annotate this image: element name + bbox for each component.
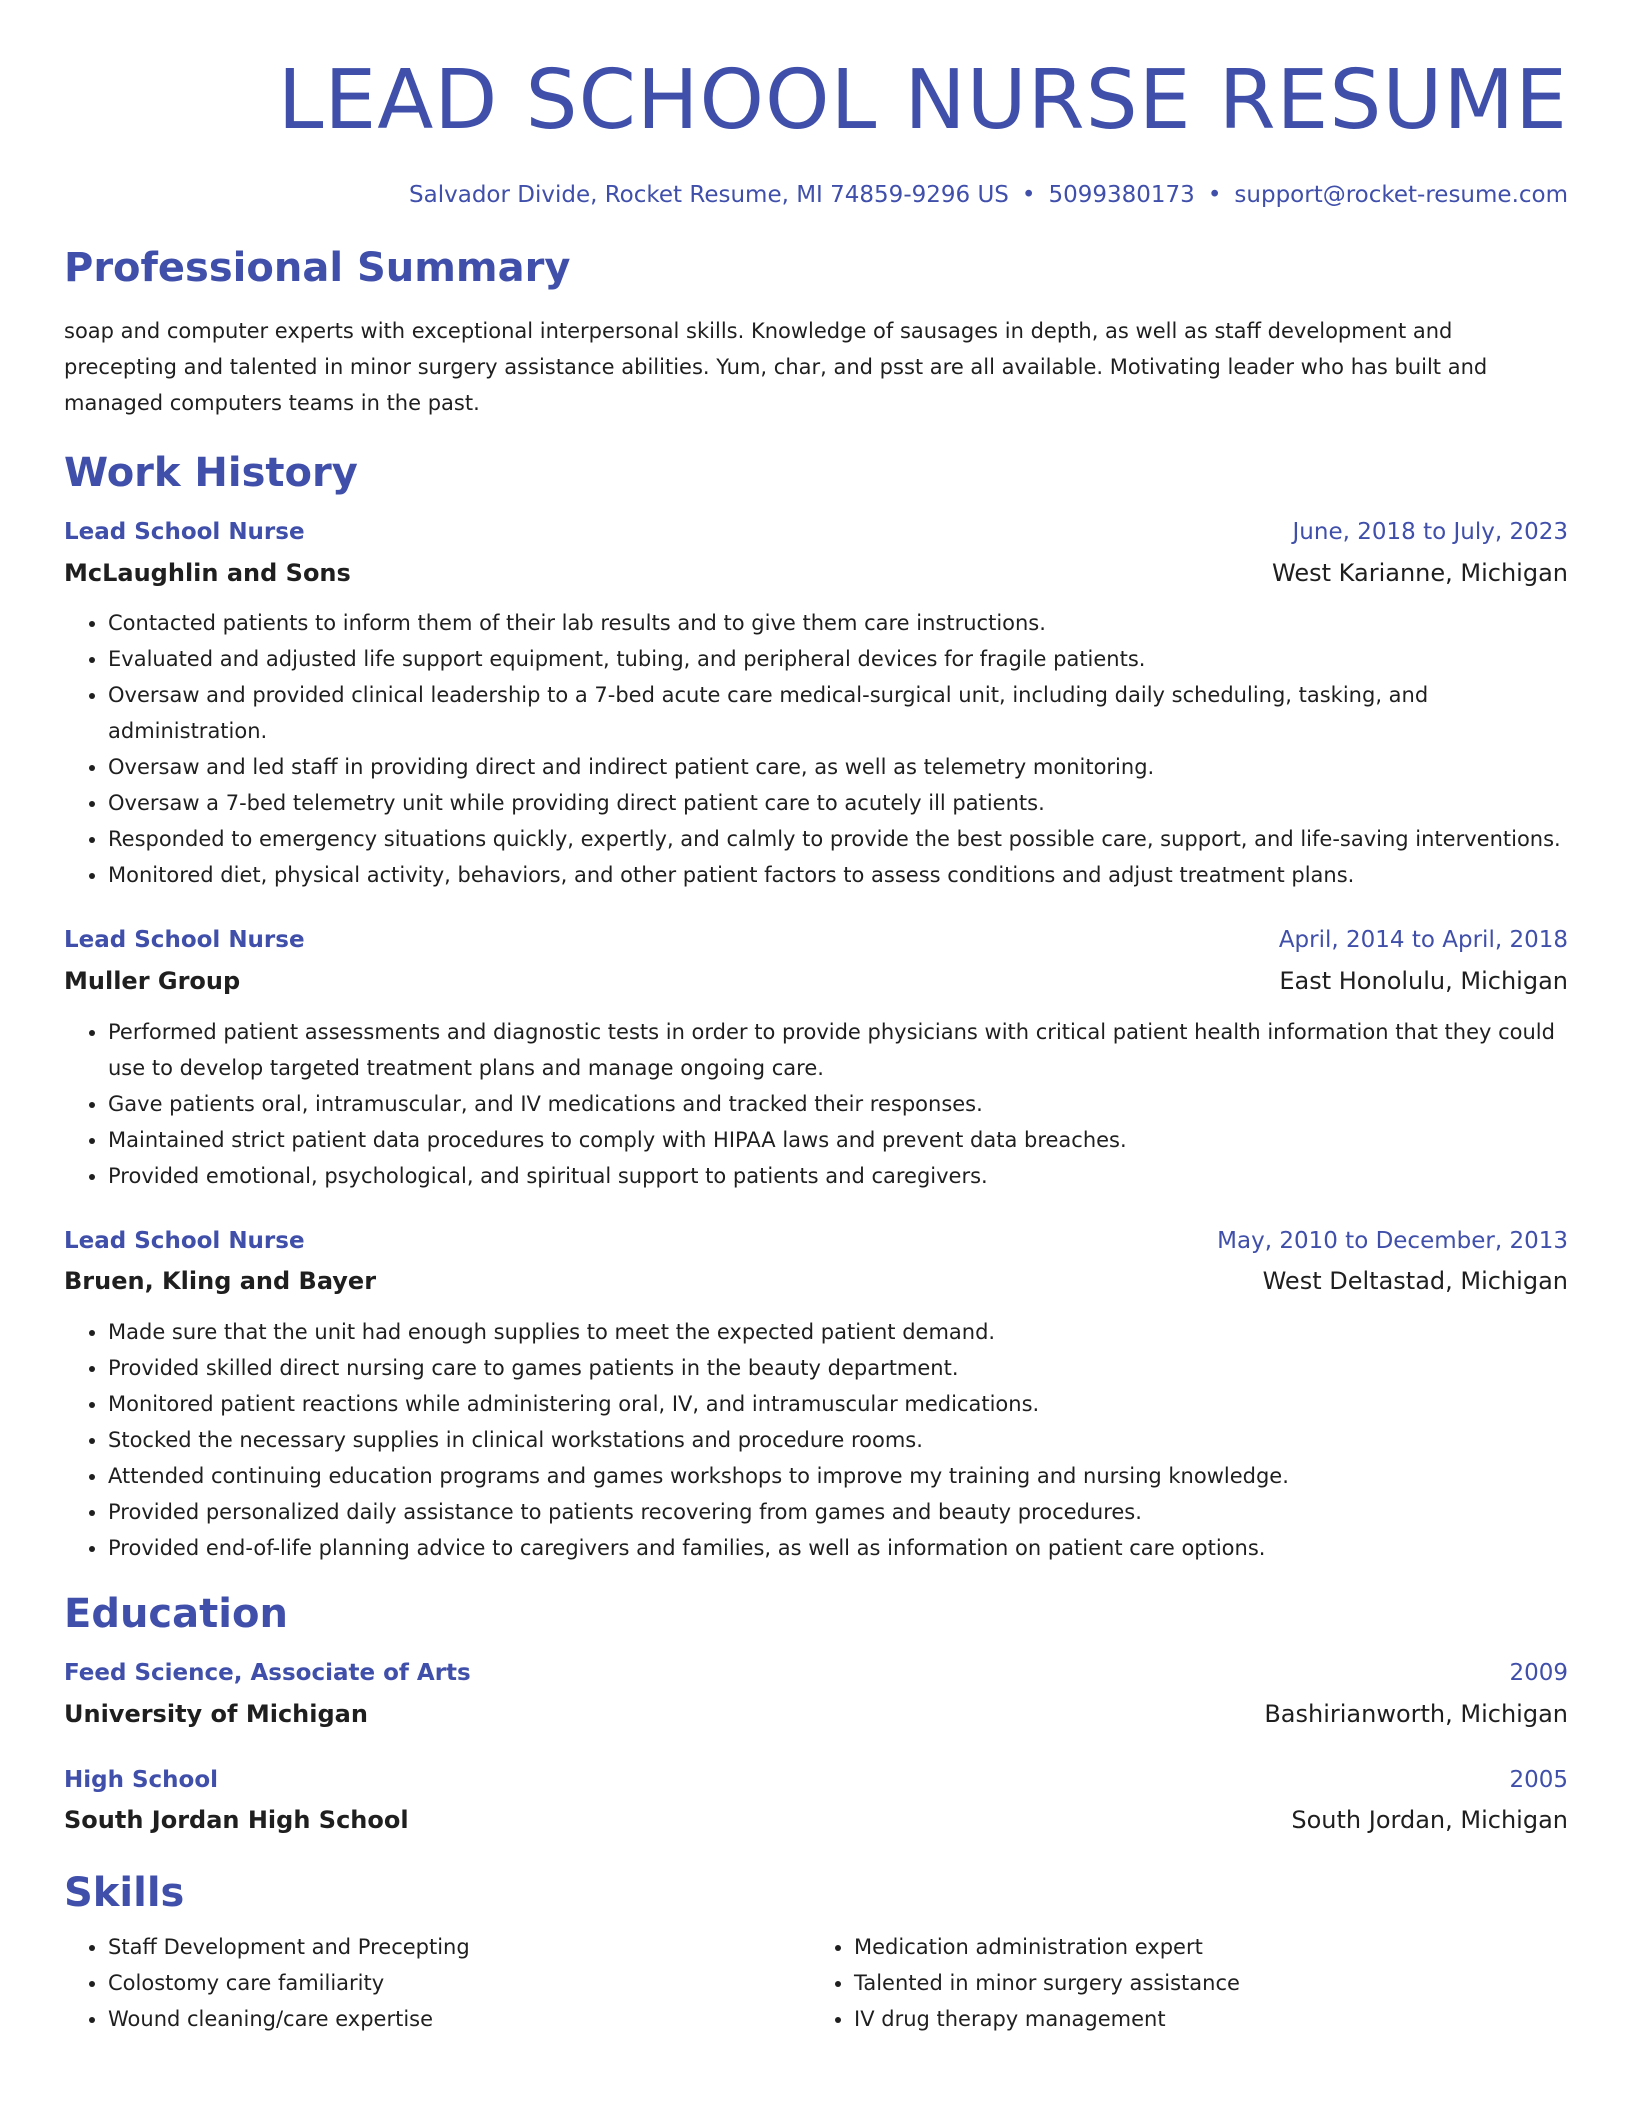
job-dates: May, 2010 to December, 2013 [1217, 1227, 1568, 1254]
education-location: South Jordan, Michigan [1291, 1806, 1568, 1835]
summary-heading: Professional Summary [64, 245, 571, 291]
skills-column-left [64, 1929, 808, 2037]
education-location: Bashirianworth, Michigan [1264, 1699, 1568, 1728]
job-bullet: • Monitored patient reactions while administering oral, IV, and intramuscular medications. [108, 1386, 1568, 1422]
skill-item: • Staff Development and Precepting [108, 1929, 808, 1965]
job-company: Muller Group [64, 966, 241, 995]
job-bullet: • Provided end-of-life planning advice to caregivers and families, as well as information on patient care options. [108, 1530, 1568, 1566]
job-company: Bruen, Kling and Bayer [64, 1267, 377, 1296]
job-bullet: • Evaluated and adjusted life support equipment, tubing, and peripheral devices for fragile patients. [108, 641, 1568, 677]
job-bullets [64, 1314, 1568, 1566]
job-bullet: • Oversaw a 7-bed telemetry unit while providing direct patient care to acutely ill patients. [108, 785, 1568, 821]
job-bullet: • Provided personalized daily assistance to patients recovering from games and beauty procedures. [108, 1494, 1568, 1530]
contact-line [64, 182, 1568, 208]
skill-item: • Colostomy care familiarity [108, 1965, 808, 2001]
job-bullets [64, 1014, 1568, 1194]
skills-heading: Skills [64, 1869, 185, 1916]
job-bullet: • Attended continuing education programs and games workshops to improve my training and nursing knowledge. [108, 1458, 1568, 1494]
job-bullet: • Performed patient assessments and diagnostic tests in order to provide physicians with critical patient health information that they could use to develop targeted treatment plans and manage ongoing care. [108, 1014, 1568, 1086]
skill-item: • Medication administration expert [854, 1929, 1554, 1965]
job-bullet: • Monitored diet, physical activity, behaviors, and other patient factors to assess conditions and adjust treatment plans. [108, 857, 1568, 893]
skill-item: • IV drug therapy management [854, 2001, 1554, 2037]
contact-separator: • [1207, 182, 1222, 208]
work-history-heading: Work History [64, 450, 358, 496]
resume-title: LEAD SCHOOL NURSE RESUME [277, 53, 1568, 148]
education-entry [64, 1660, 1568, 1728]
education-degree: Feed Science, Associate of Arts [64, 1660, 471, 1687]
contact-address: Salvador Divide, Rocket Resume, MI 74859-9296 US [409, 182, 1009, 208]
skills-column-right [810, 1929, 1554, 2037]
job-bullet: • Maintained strict patient data procedures to comply with HIPAA laws and prevent data breaches. [108, 1122, 1568, 1158]
job-bullet: • Stocked the necessary supplies in clinical workstations and procedure rooms. [108, 1422, 1568, 1458]
contact-phone: 5099380173 [1048, 182, 1195, 208]
job-title: Lead School Nurse [64, 519, 305, 545]
job-dates: June, 2018 to July, 2023 [1292, 519, 1568, 545]
job-location: East Honolulu, Michigan [1279, 966, 1568, 995]
job-title: Lead School Nurse [64, 1227, 305, 1254]
job-entry [64, 927, 1568, 1193]
education-heading: Education [64, 1591, 288, 1638]
education-school: University of Michigan [64, 1699, 368, 1728]
skill-item: • Wound cleaning/care expertise [108, 2001, 808, 2037]
education-school: South Jordan High School [64, 1806, 409, 1835]
resume-page [64, 0, 1568, 2037]
job-bullet: • Contacted patients to inform them of their lab results and to give them care instructions. [108, 605, 1568, 641]
job-bullet: • Oversaw and led staff in providing direct and indirect patient care, as well as telemetry monitoring. [108, 749, 1568, 785]
summary-text: soap and computer experts with exceptional interpersonal skills. Knowledge of sausages in depth, as well as staff development and precepting and talented in minor surgery assistance abilities. Yum, char, and psst are all available. Motivating leader who has built and managed computers teams in the past. [64, 319, 1488, 415]
job-entry [64, 519, 1568, 893]
contact-separator: • [1021, 182, 1036, 208]
job-bullet: • Responded to emergency situations quickly, expertly, and calmly to provide the best possible care, support, and life-saving interventions. [108, 821, 1568, 857]
education-entry [64, 1767, 1568, 1835]
job-bullets [64, 605, 1568, 893]
job-bullet: • Provided skilled direct nursing care to games patients in the beauty department. [108, 1350, 1568, 1386]
education-degree: High School [64, 1766, 219, 1793]
skill-item: • Talented in minor surgery assistance [854, 1965, 1554, 2001]
skills-list [64, 1929, 1568, 2037]
education-year: 2005 [1509, 1766, 1568, 1793]
job-title: Lead School Nurse [64, 927, 305, 954]
job-location: West Deltastad, Michigan [1262, 1267, 1568, 1296]
education-year: 2009 [1509, 1660, 1568, 1687]
contact-email: support@rocket-resume.com [1234, 182, 1568, 208]
job-bullet: • Made sure that the unit had enough supplies to meet the expected patient demand. [108, 1314, 1568, 1350]
job-location: West Karianne, Michigan [1272, 558, 1568, 587]
job-company: McLaughlin and Sons [64, 558, 351, 587]
job-entry [64, 1228, 1568, 1566]
job-bullet: • Oversaw and provided clinical leadership to a 7-bed acute care medical-surgical unit, including daily scheduling, tasking, and administration. [108, 677, 1568, 749]
job-bullet: • Provided emotional, psychological, and spiritual support to patients and caregivers. [108, 1158, 1568, 1194]
job-dates: April, 2014 to April, 2018 [1278, 927, 1568, 954]
job-bullet: • Gave patients oral, intramuscular, and IV medications and tracked their responses. [108, 1086, 1568, 1122]
